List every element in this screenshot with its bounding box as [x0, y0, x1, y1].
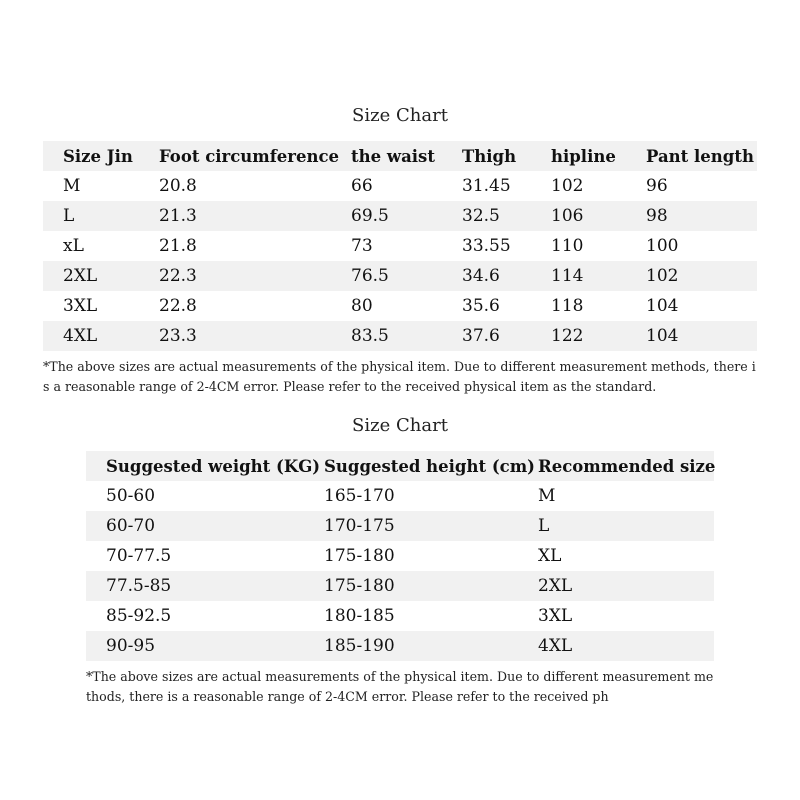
table-cell: 98	[646, 206, 668, 226]
table-header-row	[43, 141, 757, 171]
table-cell: L	[63, 206, 75, 226]
table-cell: 96	[646, 176, 668, 196]
table-cell: 22.8	[159, 296, 197, 316]
table-row	[86, 601, 714, 631]
table-cell: xL	[63, 236, 84, 256]
table-cell: 170-175	[324, 516, 395, 536]
table-cell: XL	[538, 546, 562, 566]
table-cell: 34.6	[462, 266, 500, 286]
table-cell: 185-190	[324, 636, 395, 656]
table-cell: 77.5-85	[106, 576, 172, 596]
table-cell: 80	[351, 296, 373, 316]
table-cell: 20.8	[159, 176, 197, 196]
table-cell: 122	[551, 326, 584, 346]
table-row	[86, 481, 714, 511]
table-cell: 21.8	[159, 236, 197, 256]
table-cell: 104	[646, 326, 679, 346]
table-cell: 100	[646, 236, 679, 256]
column-header: Foot circumference	[159, 146, 340, 166]
table-cell: 60-70	[106, 516, 156, 536]
table-cell: 33.55	[462, 236, 511, 256]
table-cell: 85-92.5	[106, 606, 172, 626]
table-cell: 73	[351, 236, 373, 256]
table-cell: M	[538, 486, 556, 506]
table-cell: 66	[351, 176, 373, 196]
table-cell: 21.3	[159, 206, 197, 226]
table-cell: 175-180	[324, 546, 395, 566]
table-cell: 2XL	[63, 266, 98, 286]
table-cell: 23.3	[159, 326, 197, 346]
column-header: Pant length	[646, 146, 754, 166]
table-row	[43, 261, 757, 291]
column-header: Suggested height (cm)	[324, 456, 535, 476]
column-header: Recommended size	[538, 456, 716, 476]
table-cell: 50-60	[106, 486, 156, 506]
table-cell: 83.5	[351, 326, 389, 346]
table-row	[86, 571, 714, 601]
table-row	[86, 511, 714, 541]
table-cell: 3XL	[538, 606, 573, 626]
table-cell: 3XL	[63, 296, 98, 316]
table-header-row	[86, 451, 714, 481]
table-cell: 22.3	[159, 266, 197, 286]
table-cell: 2XL	[538, 576, 573, 596]
table-cell: 102	[551, 176, 584, 196]
table-cell: 175-180	[324, 576, 395, 596]
table-cell: 90-95	[106, 636, 156, 656]
column-header: the waist	[351, 146, 435, 166]
table-row	[43, 291, 757, 321]
table-row	[43, 231, 757, 261]
table-cell: 106	[551, 206, 584, 226]
table-cell: 31.45	[462, 176, 511, 196]
table-cell: 114	[551, 266, 584, 286]
column-header: Suggested weight (KG)	[106, 456, 321, 476]
table-cell: 118	[551, 296, 584, 316]
size-recommendation-title: Size Chart	[352, 415, 448, 436]
table-cell: 180-185	[324, 606, 395, 626]
column-header: hipline	[551, 146, 616, 166]
size-measurement-table	[43, 141, 757, 351]
table-cell: 4XL	[63, 326, 98, 346]
table-row	[43, 171, 757, 201]
table-cell: 35.6	[462, 296, 500, 316]
table-cell: 32.5	[462, 206, 500, 226]
size-recommendation-table	[86, 451, 714, 661]
table-cell: 4XL	[538, 636, 573, 656]
table-row	[86, 631, 714, 661]
size-chart-title: Size Chart	[352, 105, 448, 126]
table-row	[43, 321, 757, 351]
table-cell: 102	[646, 266, 679, 286]
column-header: Thigh	[462, 146, 517, 166]
recommendation-disclaimer: *The above sizes are actual measurements of the physical item. Due to different measurement methods, there is a reasonable range of 2-4CM error. Please refer to the received ph	[86, 669, 714, 704]
table-cell: 104	[646, 296, 679, 316]
table-cell: 69.5	[351, 206, 389, 226]
measurement-disclaimer: *The above sizes are actual measurements of the physical item. Due to different measurement methods, there is a reasonable range of 2-4CM error. Please refer to the received physical item as the standard.	[43, 359, 756, 394]
table-cell: 76.5	[351, 266, 389, 286]
table-cell: 70-77.5	[106, 546, 172, 566]
table-row	[86, 541, 714, 571]
table-cell: M	[63, 176, 81, 196]
table-cell: 110	[551, 236, 584, 256]
table-cell: L	[538, 516, 550, 536]
table-row	[43, 201, 757, 231]
table-cell: 37.6	[462, 326, 500, 346]
table-cell: 165-170	[324, 486, 395, 506]
column-header: Size Jin	[63, 146, 133, 166]
